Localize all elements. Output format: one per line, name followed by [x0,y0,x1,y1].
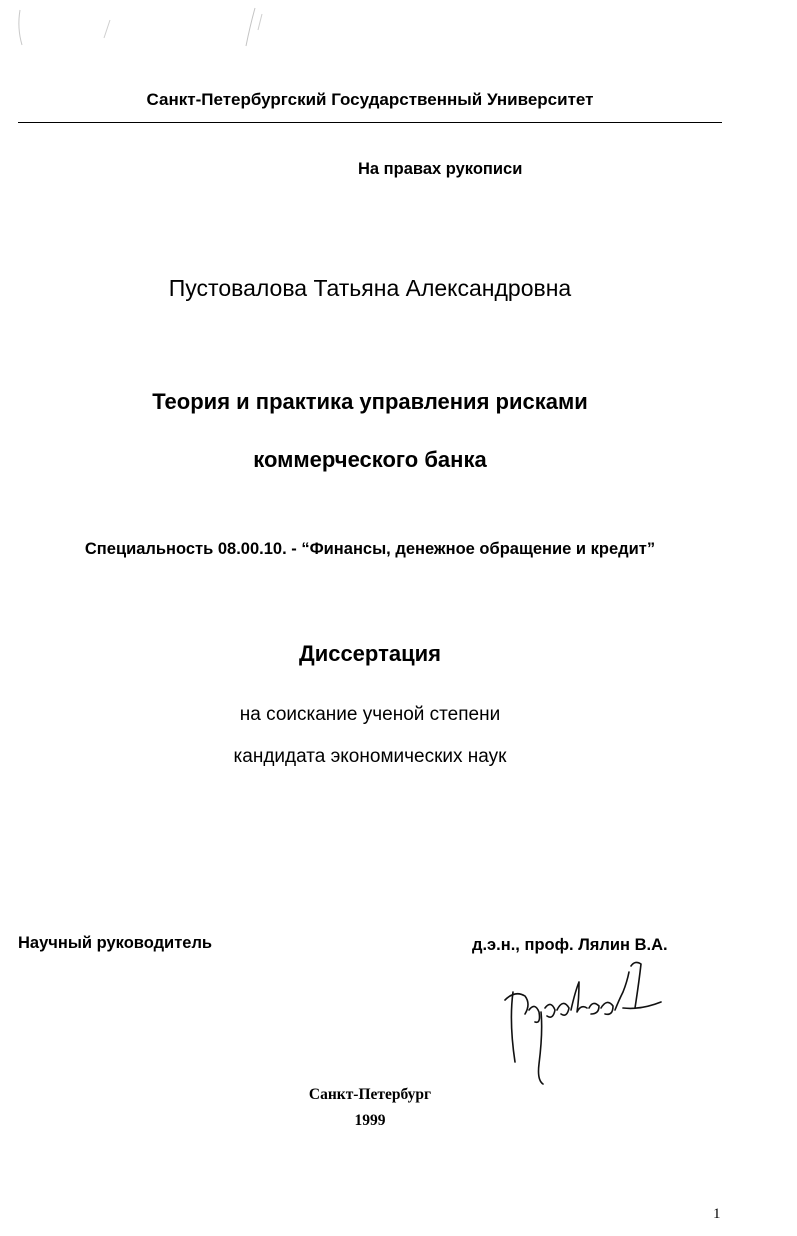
document-type-heading: Диссертация [299,641,441,666]
degree-line-2: кандидата экономических наук [233,746,507,767]
university-name: Санкт-Петербургский Государственный Университет [146,90,594,109]
supervisor-name: д.э.н., проф. Лялин В.А. [472,936,668,954]
publication-city: Санкт-Петербург [308,1086,432,1103]
publication-year: 1999 [354,1112,386,1129]
author-name: Пустовалова Татьяна Александровна [168,275,572,301]
specialty-line: Специальность 08.00.10. - “Финансы, денежное обращение и кредит” [84,540,656,558]
thesis-title-line-1: Теория и практика управления рисками [152,389,588,414]
page-number: 1 [713,1206,721,1222]
supervisor-label: Научный руководитель [18,934,213,952]
scan-artifact-marks [0,0,290,60]
handwritten-signature [495,952,675,1102]
degree-line-1: на соискание ученой степени [239,704,501,725]
header-divider [18,122,722,123]
thesis-title-line-2: коммерческого банка [253,447,487,472]
manuscript-note: На правах рукописи [358,160,523,178]
